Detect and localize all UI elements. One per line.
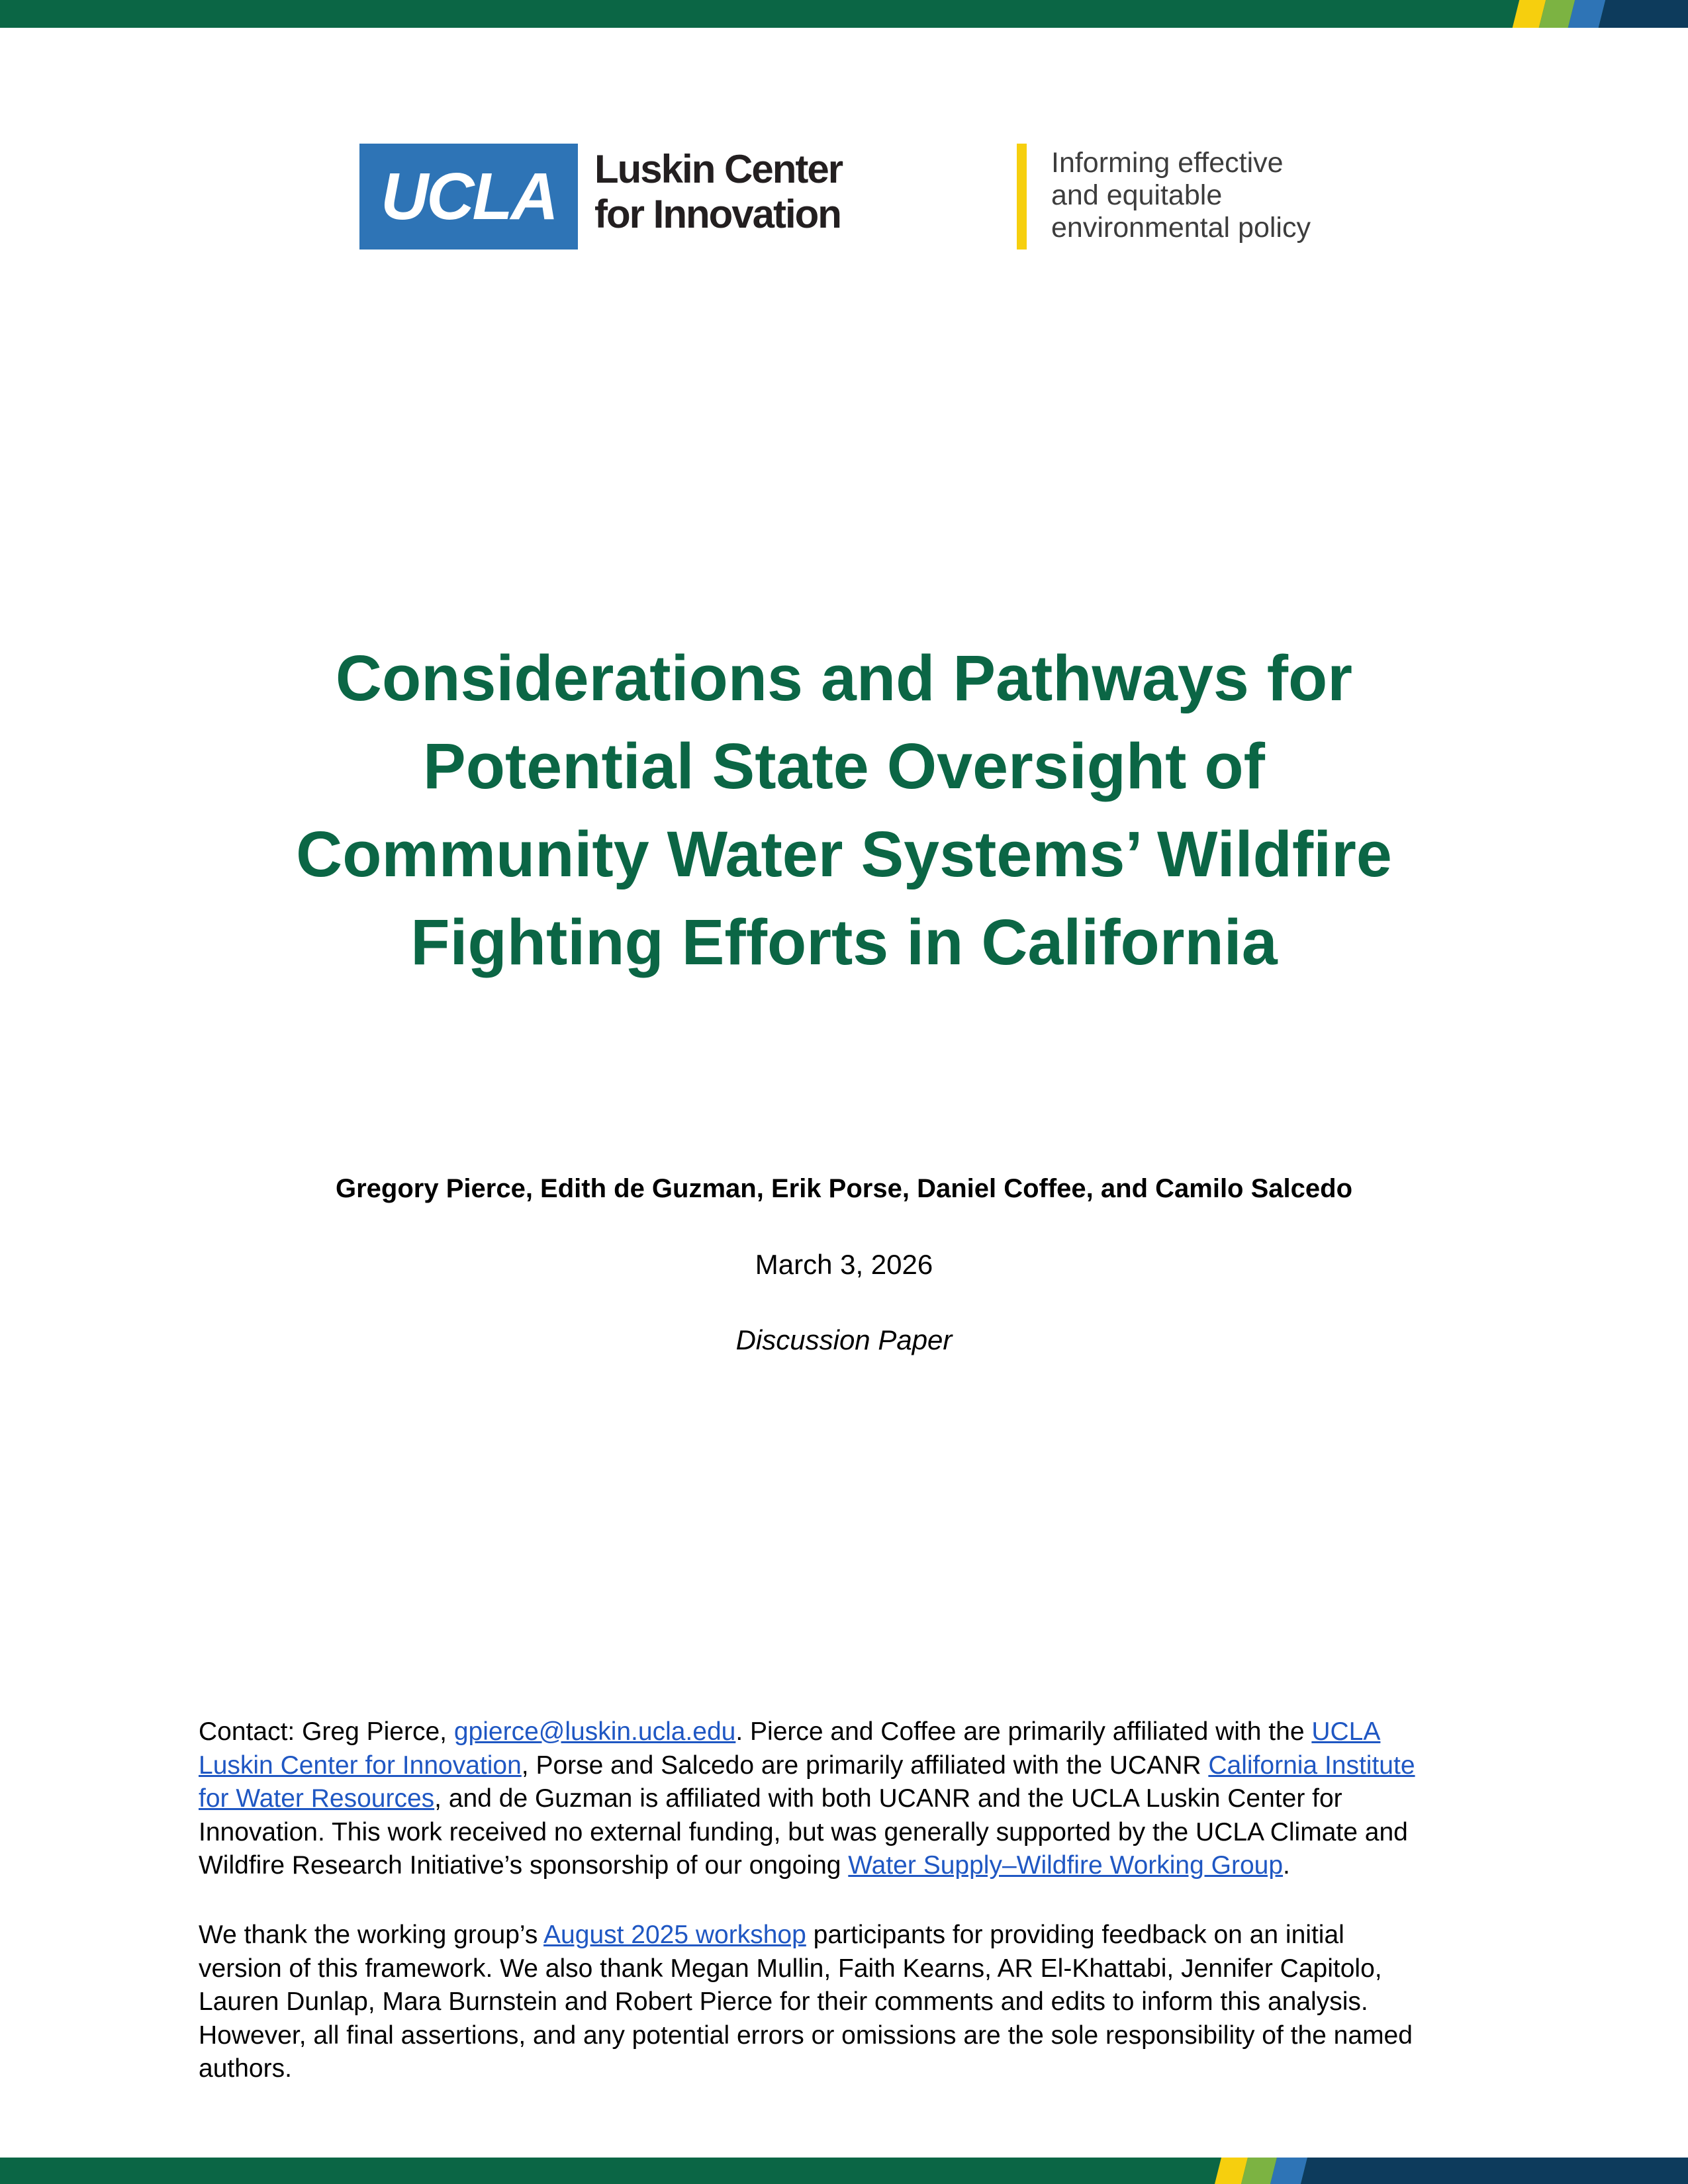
thanks-line: version of this framework. We also thank Megan Mullin, Faith Kearns, AR El-Khattabi, Jennifer Capitolo,: [199, 1954, 1382, 1983]
luskin-center-name: [594, 147, 872, 237]
tagline-line3: environmental policy: [1051, 212, 1311, 244]
text-run: .: [1283, 1851, 1290, 1880]
tagline-line2: and equitable: [1051, 179, 1223, 211]
text-run: We thank the working group’s: [199, 1921, 544, 1949]
text-run: , and de Guzman is affiliated with both UCANR and the UCLA Luskin Center for: [434, 1784, 1342, 1813]
navy-stripe: [1301, 2158, 1688, 2184]
thanks-line: authors.: [199, 2054, 292, 2083]
header-divider: [1017, 144, 1027, 250]
thanks-line: [199, 1919, 1496, 1952]
authors: Gregory Pierce, Edith de Guzman, Erik Porse, Daniel Coffee, and Camilo Salcedo: [336, 1174, 1352, 1203]
tagline: [1051, 147, 1395, 244]
title-line1: Considerations and Pathways for: [335, 642, 1353, 714]
thanks-line: Lauren Dunlap, Mara Burnstein and Robert Pierce for their comments and edits to inform this analysis.: [199, 1987, 1368, 2016]
top-decorative-bar: [0, 0, 1688, 28]
contact-paragraph: [199, 1715, 1496, 1883]
contact-line: Innovation. This work received no external funding, but was generally supported by the UCLA Climate and: [199, 1817, 1408, 1846]
text-run: . Pierce and Coffee are primarily affiliated with the: [735, 1717, 1312, 1746]
working-group-link[interactable]: Water Supply–Wildfire Working Group: [848, 1851, 1284, 1880]
navy-stripe: [1599, 0, 1688, 28]
workshop-link[interactable]: August 2025 workshop: [543, 1921, 806, 1949]
bottom-decorative-bar: [0, 2158, 1688, 2184]
title-line4: Fighting Efforts in California: [410, 906, 1278, 978]
text-run: participants for providing feedback on an initial: [806, 1921, 1344, 1949]
text-run: , Porse and Salcedo are primarily affiliated with the UCANR: [521, 1751, 1209, 1780]
email-link[interactable]: gpierce@luskin.ucla.edu: [453, 1717, 736, 1746]
center-name-line2: for Innovation: [594, 192, 841, 236]
text-run: Wildfire Research Initiative’s sponsorship of our ongoing: [199, 1851, 849, 1880]
contact-line: [199, 1849, 1496, 1883]
center-name-line1: Luskin Center: [594, 147, 843, 191]
contact-line: [199, 1749, 1496, 1783]
paper-type: Discussion Paper: [735, 1324, 953, 1355]
publication-date: March 3, 2026: [755, 1249, 933, 1280]
luskin-center-link[interactable]: UCLA: [1311, 1717, 1381, 1746]
ciwr-link[interactable]: California Institute: [1208, 1751, 1415, 1780]
thanks-line: However, all final assertions, and any potential errors or omissions are the sole responsibility of the named: [199, 2021, 1413, 2050]
ciwr-link[interactable]: for Water Resources: [199, 1784, 435, 1813]
text-run: Contact: Greg Pierce,: [199, 1717, 454, 1746]
title-line2: Potential State Oversight of: [423, 730, 1265, 802]
contact-line: [199, 1715, 1496, 1749]
page-title: [165, 634, 1523, 986]
luskin-center-link[interactable]: Luskin Center for Innovation: [199, 1751, 522, 1780]
tagline-line1: Informing effective: [1051, 147, 1284, 179]
ucla-logo: UCLA: [359, 144, 578, 250]
contact-line: [199, 1782, 1496, 1816]
title-line3: Community Water Systems’ Wildfire: [296, 818, 1392, 890]
acknowledgements-paragraph: [199, 1919, 1496, 2086]
